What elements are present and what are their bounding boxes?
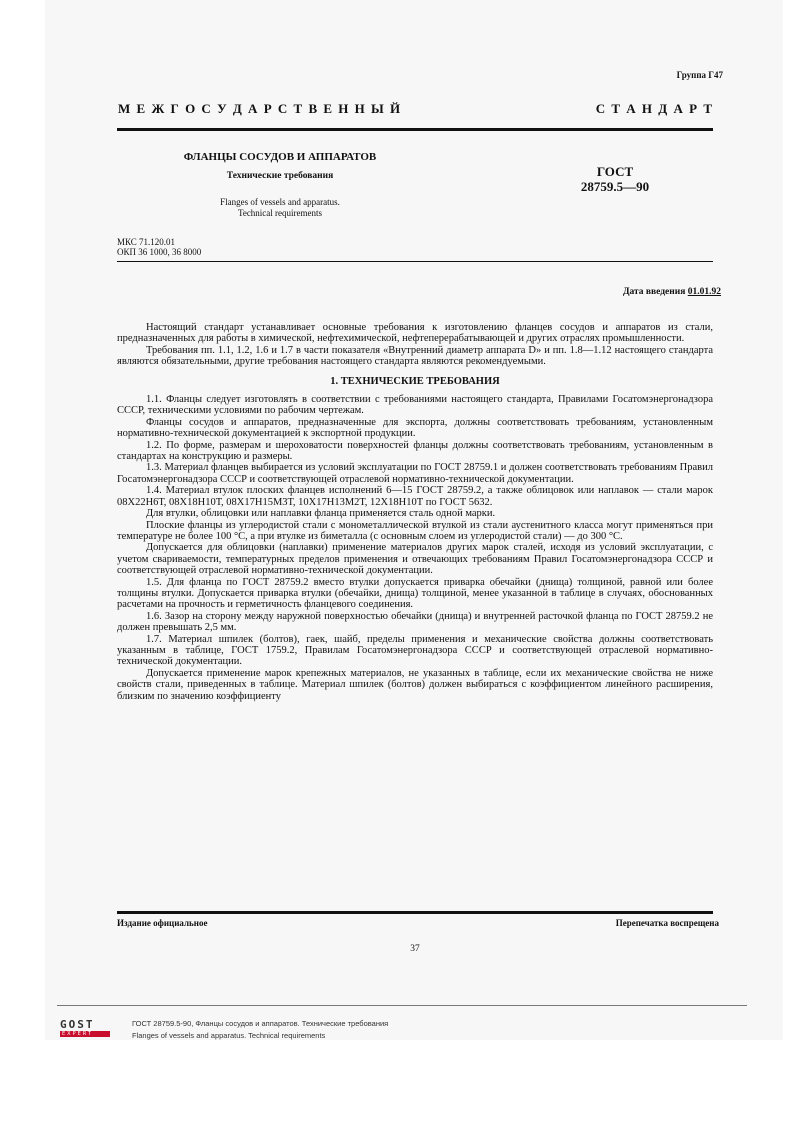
section-paragraph: Допускается для облицовки (наплавки) применение материалов других марок сталей, исходя из условий эксплуатации, с учетом свариваемости, температурных пределов применения и отвечающих требованиям Правил Госатомэнергонадзора СССР и соответствующей отраслевой нормативно-технической документации. <box>117 542 713 577</box>
section-paragraph: 1.7. Материал шпилек (болтов), гаек, шайб, пределы применения и механические свойства должны соответствовать указанным в таблице, ГОСТ 1759.2, Правилам Госатомэнергонадзора СССР и соответствующей отраслевой нормативно-технической документации. <box>117 633 713 668</box>
okp-code: ОКП 36 1000, 36 8000 <box>117 247 202 257</box>
section-paragraph: 1.2. По форме, размерам и шероховатости поверхностей фланцы должны соответствовать требованиям, установленным в стандартах на конструкцию и размеры. <box>117 439 713 463</box>
gost-label: ГОСТ <box>596 164 634 179</box>
viewer-footer-divider <box>57 1005 747 1006</box>
intro-date-label: Дата введения <box>622 287 686 297</box>
intro-paragraph: Требования пп. 1.1, 1.2, 1.6 и 1.7 в части показателя «Внутренний диаметр аппарата D» и пп. 1.8—1.12 настоящего стандарта являются обязательными, другие требования настоящего стандарта являются рекомендуемыми. <box>117 344 713 368</box>
footer-rule <box>117 911 713 914</box>
section-paragraph: 1.3. Материал фланцев выбирается из условий эксплуатации по ГОСТ 28759.1 и должен соответствовать требованиям Правил Госатомэнергонадзора СССР и соответствующей отраслевой нормативно-технической документации. <box>117 462 713 485</box>
section-paragraph: 1.6. Зазор на сторону между наружной поверхностью обечайки (днища) и внутренней расточкой фланца по ГОСТ 28759.2 не должен превышать 2,5 мм. <box>117 610 713 634</box>
reprint-prohibited-label: Перепечатка воспрещена <box>615 918 719 928</box>
gost-designation <box>560 164 670 194</box>
standard-banner <box>118 101 712 117</box>
mks-code: МКС 71.120.01 <box>117 237 176 247</box>
section-paragraph: 1.1. Фланцы следует изготовлять в соответствии с требованиями настоящего стандарта, Правилами Госатомэнергонадзора СССР, техническими условиями по рабочим чертежам. <box>117 394 713 417</box>
section-paragraph: 1.5. Для фланца по ГОСТ 28759.2 вместо втулки допускается приварка обечайки (днища) толщиной, равной или более толщины втулки. Допускается приварка втулки (обечайки, днища) толщиной, менее указанной в таблице в случаях, обоснованных расчетами на прочность и герметичность фланцевого соединения. <box>117 576 713 611</box>
footer-doc-title-ru: ГОСТ 28759.5-90, Фланцы сосудов и аппаратов. Технические требования <box>132 1019 389 1028</box>
section-heading: 1. ТЕХНИЧЕСКИЕ ТРЕБОВАНИЯ <box>330 375 500 387</box>
intro-paragraph: Настоящий стандарт устанавливает основные требования к изготовлению фланцев сосудов и аппаратов из стали, предназначенных для работы в химической, нефтехимической, нефтеперерабатывающей и других отраслях промышленности. <box>117 322 713 345</box>
classification-codes <box>117 237 201 257</box>
page-number: 37 <box>410 944 420 954</box>
section-paragraph: Плоские фланцы из углеродистой стали с монометаллической втулкой из стали аустенитного класса могут применяться при температуре не более 100 °С, а при втулке из биметалла (с основным слоем из углеродистой стали) — до 300 °С. <box>117 519 713 542</box>
section-paragraph: Фланцы сосудов и аппаратов, предназначенные для экспорта, должны соответствовать требованиям, установленным нормативно-технической документацией к экспортной продукции. <box>117 416 713 440</box>
intro-date-value: 01.01.92 <box>687 287 721 297</box>
banner-word-standard: С Т А Н Д А Р Т <box>595 101 712 116</box>
title-english-line-2: Technical requirements <box>237 208 323 218</box>
logo-top-text: GOST <box>60 1018 95 1031</box>
section-paragraph: Допускается применение марок крепежных материалов, не указанных в таблице, если их механические свойства не ниже свойств стали, приведенных в таблице. Материал шпилек (болтов) должен выбираться с коэффициентом линейного расширения, близким по значению коэффициенту <box>117 667 713 702</box>
gost-number: 28759.5—90 <box>580 179 650 194</box>
viewer-footer-caption <box>132 1018 388 1042</box>
title-english <box>160 197 400 219</box>
document-subtitle: Технические требования <box>226 171 334 181</box>
title-block <box>160 151 400 219</box>
footer-doc-title-en: Flanges of vessels and apparatus. Technical requirements <box>132 1031 326 1040</box>
title-english-line-1: Flanges of vessels and apparatus. <box>220 197 340 207</box>
section-paragraph: 1.4. Материал втулок плоских фланцев исполнений 6—15 ГОСТ 28759.2, а также облицовок или наплавок — стали марок 08Х22Н6Т, 08Х18Н10Т, 08Х17Н15М3Т, 10Х17Н13М2Т, 12Х18Н10Т по ГОСТ 5632. <box>117 485 713 508</box>
logo-bottom-text: EXPERT <box>60 1031 110 1037</box>
header-rule <box>117 128 713 131</box>
section-paragraph: Для втулки, облицовки или наплавки фланца применяется сталь одной марки. <box>146 508 496 520</box>
banner-word-interstate: М Е Ж Г О С У Д А Р С Т В Е Н Н Ы Й <box>118 101 401 116</box>
introduction-date <box>623 287 721 297</box>
gost-expert-logo[interactable] <box>60 1019 110 1037</box>
document-body <box>117 322 713 702</box>
document-title: ФЛАНЦЫ СОСУДОВ И АППАРАТОВ <box>183 151 377 163</box>
group-code: Группа Г47 <box>676 70 723 80</box>
official-edition-label: Издание официальное <box>117 918 208 928</box>
codes-rule <box>117 261 713 262</box>
